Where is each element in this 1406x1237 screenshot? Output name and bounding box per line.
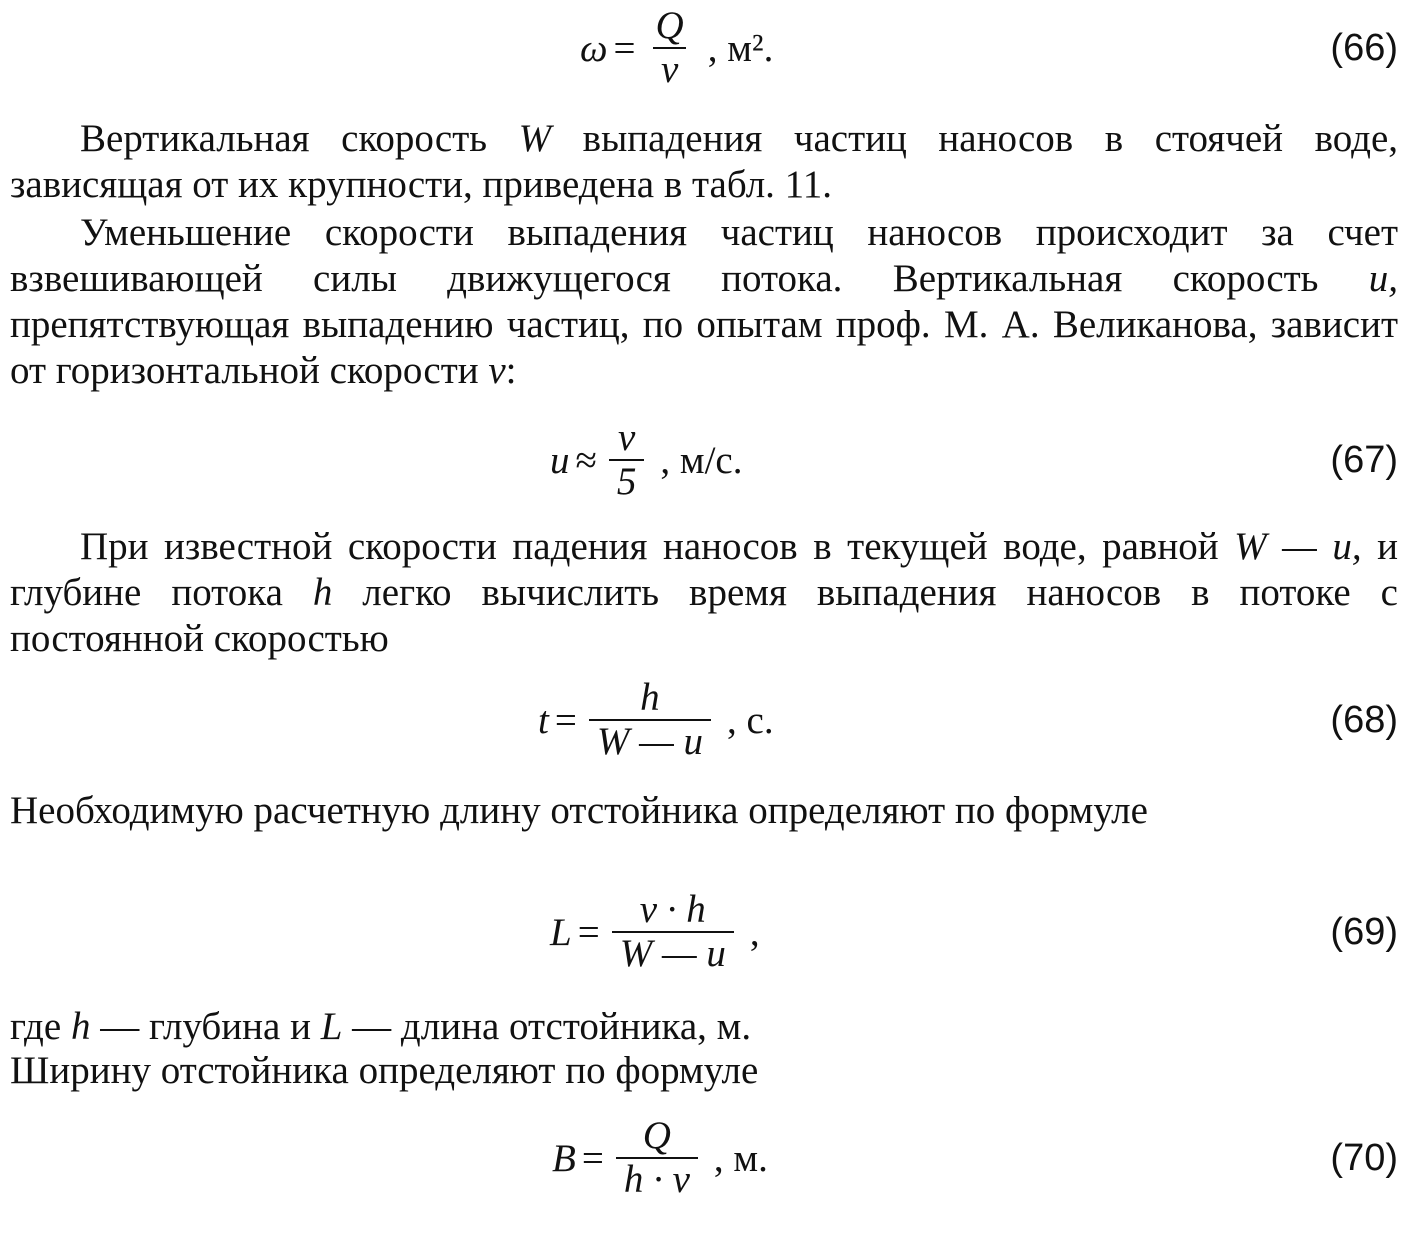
fraction-numerator: h [640,676,660,719]
text-run: где [10,1005,71,1048]
equation-number: (70) [1330,1136,1398,1179]
formula-unit: , м/с. [660,438,743,482]
paragraph-falling-time [10,524,1398,662]
math-variable: W — u, [1234,525,1362,568]
text-run: Необходимую расчетную длину отстойника определяют по формуле [10,789,1148,832]
paragraph-variable-definitions [10,1004,1398,1050]
equation-number: (69) [1330,910,1398,953]
text-run: легко вычислить время выпадения наносов в потоке с постоянной скоростью [10,571,1398,660]
fraction-denominator: W — u [589,719,711,763]
equation-number: (66) [1330,26,1398,69]
paragraph-settler-width [10,1048,1398,1094]
text-run: — длина отстойника, м. [342,1005,752,1048]
text-run: — глубина и [90,1005,321,1048]
fraction-denominator: 5 [609,459,645,503]
formula-unit: , м. [713,1136,768,1180]
formula-unit: , с. [727,698,774,742]
fraction-denominator: h · v [616,1157,698,1201]
math-variable: h [312,571,333,614]
text-run: : [505,349,517,392]
math-variable: u, [1368,257,1398,300]
formula-70 [0,1110,1406,1206]
formula-lhs: L [550,910,572,954]
formula-relation: = [554,698,577,742]
formula-66 [0,0,1406,96]
fraction-numerator: Q [642,1114,671,1157]
text-run: препятствующая выпадению частиц, по опытам проф. М. А. Великанова, зависит от горизонтальной скорости [10,303,1398,392]
math-variable: h [70,1005,91,1048]
text-run: Уменьшение скорости выпадения частиц наносов происходит за счет взвешивающей силы движущегося потока. Вертикальная скорость [10,211,1398,300]
fraction [612,889,734,975]
formula-unit: , [749,910,760,954]
math-variable: L [320,1005,343,1048]
formula-lhs: t [538,698,549,742]
formula-67 [0,412,1406,508]
formula-relation: = [613,26,636,70]
formula-unit: , м². [707,26,774,70]
paragraph-settler-length [10,788,1398,834]
formula-relation: ≈ [575,438,597,482]
fraction-denominator: v [653,47,686,91]
formula-68 [0,672,1406,768]
fraction [616,1115,698,1201]
paragraph-settling-velocity [10,116,1398,208]
fraction-numerator: Q [655,4,684,47]
formula-lhs: ω [580,26,608,70]
fraction [589,677,711,763]
fraction [648,5,692,91]
text-run: Вертикальная скорость [80,117,519,160]
fraction-numerator: v · h [639,888,706,931]
formula-69 [0,884,1406,980]
fraction [609,417,645,503]
text-run: Ширину отстойника определяют по формуле [10,1049,759,1092]
formula-lhs: u [550,438,570,482]
paragraph-velocity-reduction [10,210,1398,394]
fraction-numerator: v [618,416,636,459]
math-variable: W [518,117,552,160]
text-run: При известной скорости падения наносов в текущей воде, равной [80,525,1235,568]
formula-relation: = [577,910,600,954]
math-variable: v [488,349,506,392]
fraction-denominator: W — u [612,931,734,975]
formula-lhs: B [552,1136,576,1180]
text-run: и глубине потока [10,525,1398,614]
text-run: выпадения частиц наносов в стоячей воде, зависящая от их крупности, приведена в табл. 11. [10,117,1398,206]
equation-number: (68) [1330,698,1398,741]
formula-relation: = [581,1136,604,1180]
equation-number: (67) [1330,438,1398,481]
